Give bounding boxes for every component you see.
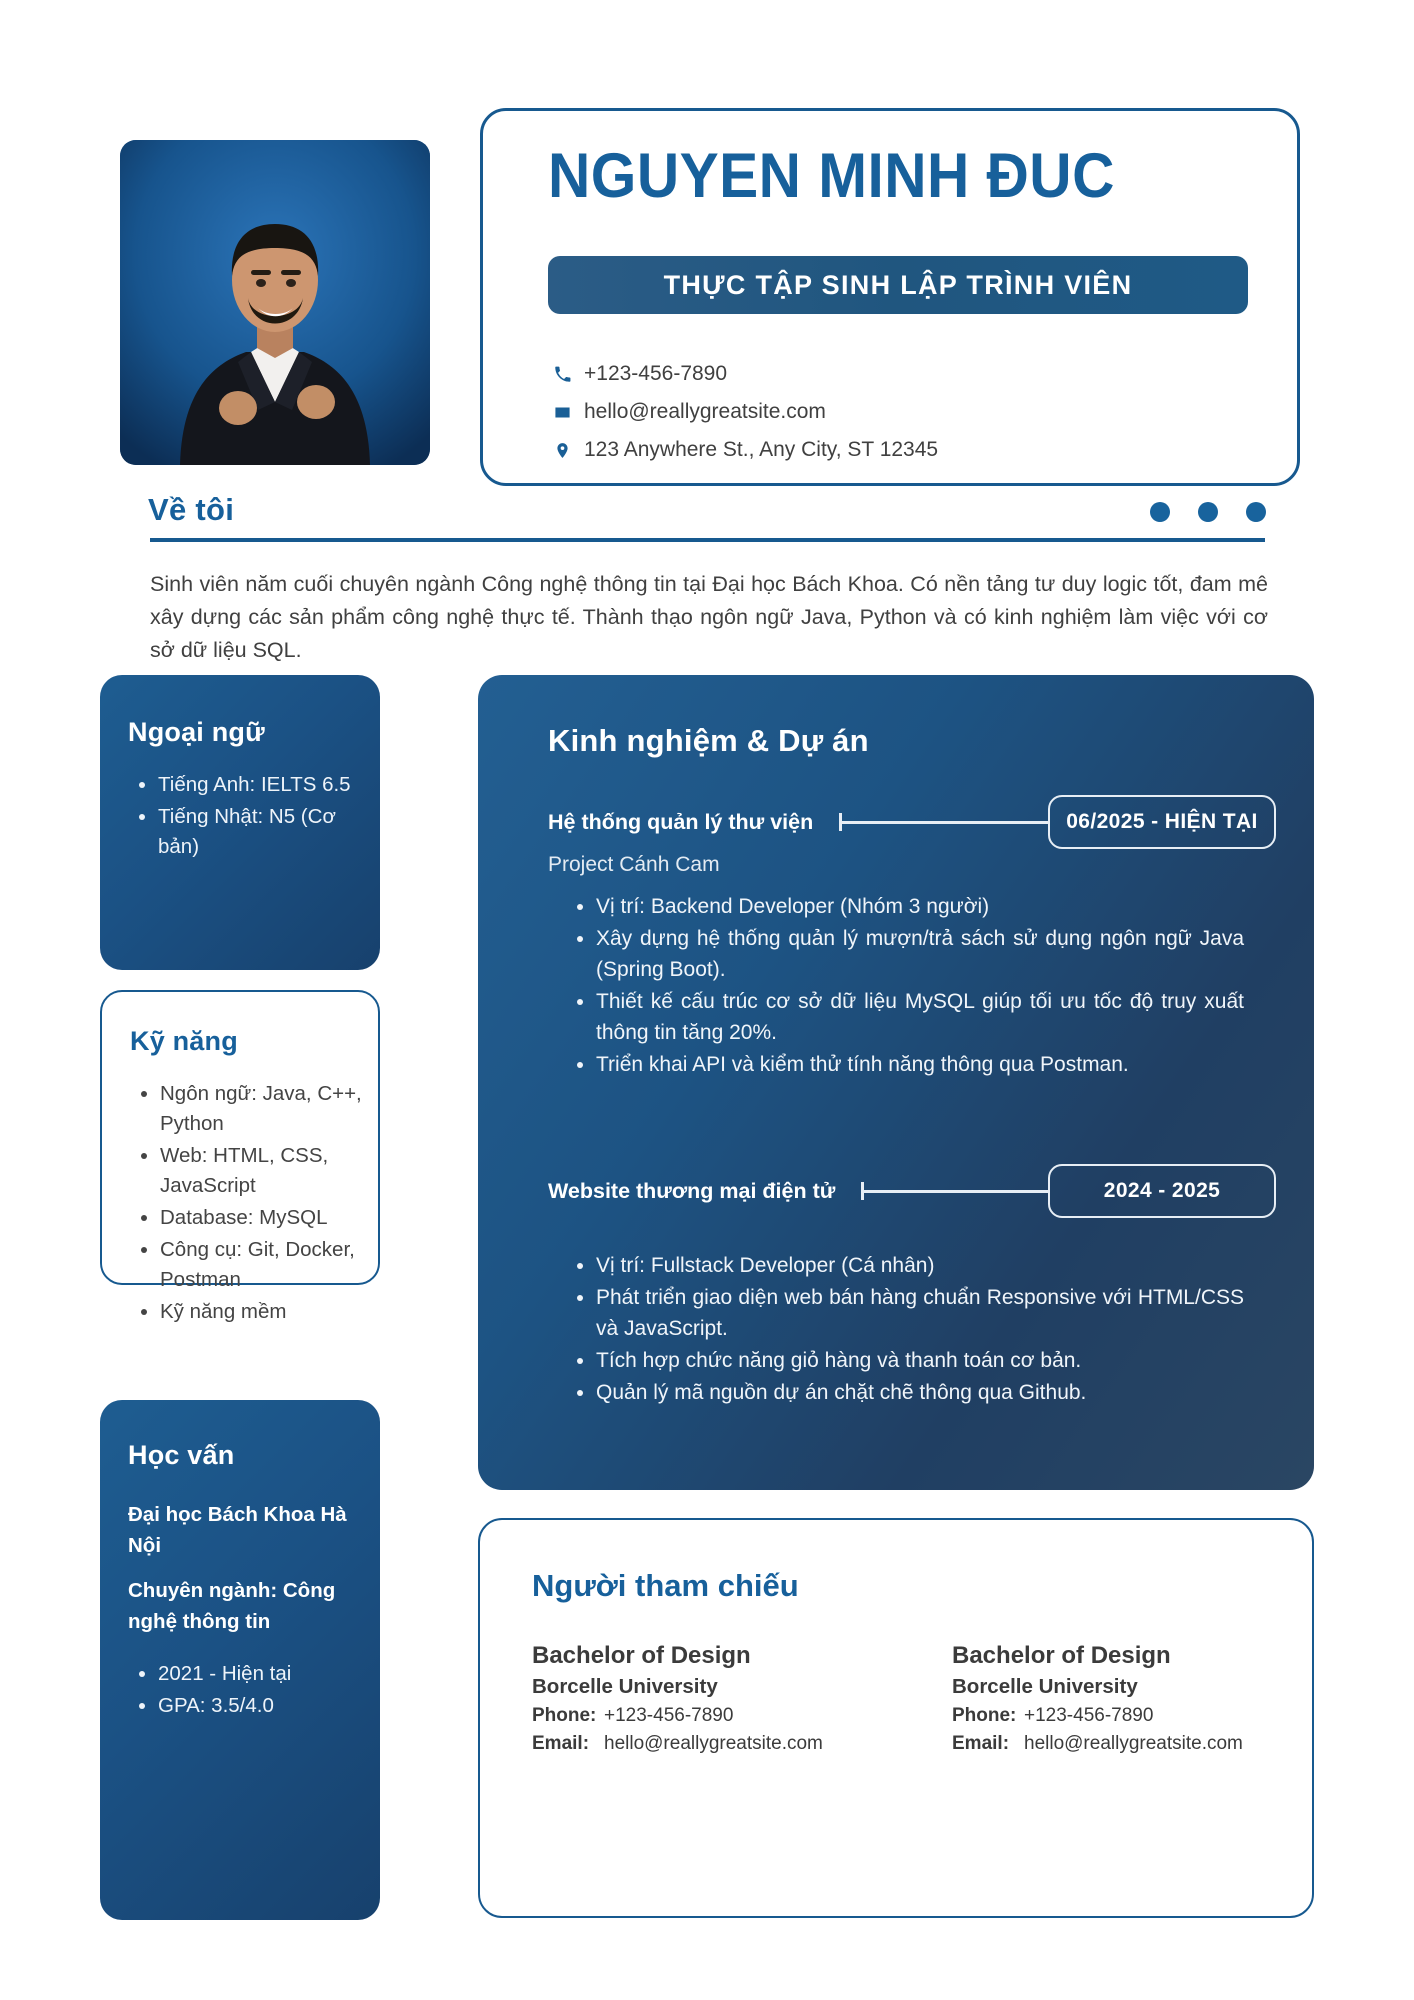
contact-address-text: 123 Anywhere St., Any City, ST 12345 [584,438,939,461]
reference-2-phone [952,1705,1292,1727]
email-label: Email: [952,1733,1010,1754]
contact-email-text: hello@reallygreatsite.com [584,400,826,423]
dot-2 [1198,502,1218,522]
dot-3 [1246,502,1266,522]
list-item: • Thiết kế cấu trúc cơ sở dữ liệu MySQL giúp tối ưu tốc độ truy xuất thông tin tăng 20%. [596,986,1244,1048]
languages-card [100,675,380,970]
experience-item-2-bullets [596,1250,1244,1408]
list-item: • Phát triển giao diện web bán hàng chuẩn Responsive với HTML/CSS và JavaScript. [596,1282,1244,1344]
list-item: • Ngôn ngữ: Java, C++, Python [160,1079,378,1139]
list-item: • Tiếng Nhật: N5 (Cơ bản) [158,802,380,862]
reference-2-phone-value: +123-456-7890 [1024,1705,1154,1726]
education-list [158,1659,380,1721]
skills-heading: Kỹ năng [130,1026,238,1056]
reference-2-email [952,1733,1292,1755]
phone-icon [548,366,576,383]
education-major: Chuyên ngành: Công nghệ thông tin [128,1579,336,1633]
reference-2 [952,1642,1292,1755]
experience-item-1-subtitle: Project Cánh Cam [548,853,720,876]
list-item: • Triển khai API và kiểm thử tính năng thông qua Postman. [596,1049,1244,1080]
job-title-badge: THỰC TẬP SINH LẬP TRÌNH VIÊN [548,256,1248,314]
experience-item-1 [478,795,1314,1080]
reference-1-org: Borcelle University [532,1675,718,1698]
phone-label: Phone: [952,1705,1017,1726]
experience-item-2-date: 2024 - 2025 [1048,1164,1276,1218]
skills-list [160,1079,378,1327]
profile-photo [120,140,430,465]
education-card [100,1400,380,1920]
mail-icon [548,404,576,421]
decorative-dots [1150,502,1266,522]
list-item: • Database: MySQL [160,1203,378,1233]
location-pin-icon [548,442,576,459]
references-card [478,1518,1314,1918]
page-title: NGUYEN MINH ĐUC [548,141,1115,211]
list-item: • 2021 - Hiện tại [158,1659,380,1689]
experience-item-1-bullets [596,891,1244,1080]
contact-phone[interactable] [548,355,938,393]
list-item: • Xây dựng hệ thống quản lý mượn/trả sách sử dụng ngôn ngữ Java (Spring Boot). [596,923,1244,985]
reference-1 [532,1642,872,1755]
reference-1-email-value: hello@reallygreatsite.com [604,1733,823,1754]
list-item: • Tiếng Anh: IELTS 6.5 [158,770,380,800]
dot-1 [1150,502,1170,522]
list-item: • Công cụ: Git, Docker, Postman [160,1235,378,1295]
education-heading: Học vấn [128,1440,235,1470]
references-heading: Người tham chiếu [532,1568,799,1603]
list-item: • Vị trí: Backend Developer (Nhóm 3 người) [596,891,1244,922]
header-section [0,0,1414,500]
experience-item-1-header [548,795,1314,849]
experience-item-2 [478,1164,1314,1408]
list-item: • Kỹ năng mềm [160,1297,378,1327]
experience-item-2-header [548,1164,1314,1218]
list-item: • GPA: 3.5/4.0 [158,1691,380,1721]
languages-list [158,770,380,862]
skills-card [100,990,380,1323]
reference-2-org: Borcelle University [952,1675,1138,1698]
timeline-connector [839,812,1048,832]
references-grid [532,1642,1312,1755]
reference-2-name: Bachelor of Design [952,1642,1171,1669]
about-divider [150,538,1265,542]
about-text: Sinh viên năm cuối chuyên ngành Công nghệ thông tin tại Đại học Bách Khoa. Có nền tảng tư duy logic tốt, đam mê xây dựng các sản phẩm công nghệ thực tế. Thành thạo ngôn ngữ Java, Python và có kinh nghiệm làm việc với cơ sở dữ liệu SQL. [150,572,1268,662]
about-heading: Về tôi [148,492,235,527]
reference-1-phone [532,1705,872,1727]
experience-card [478,675,1314,1490]
contact-list [548,355,938,469]
contact-address[interactable] [548,431,938,469]
reference-1-email [532,1733,872,1755]
experience-item-2-title: Website thương mại điện tử [548,1178,836,1203]
list-item: • Quản lý mã nguồn dự án chặt chẽ thông qua Github. [596,1377,1244,1408]
list-item: • Web: HTML, CSS, JavaScript [160,1141,378,1201]
education-school: Đại học Bách Khoa Hà Nội [128,1503,347,1557]
experience-item-1-date: 06/2025 - HIỆN TẠI [1048,795,1276,849]
timeline-connector [861,1181,1048,1201]
list-item: • Tích hợp chức năng giỏ hàng và thanh toán cơ bản. [596,1345,1244,1376]
experience-heading: Kinh nghiệm & Dự án [548,723,869,758]
reference-1-phone-value: +123-456-7890 [604,1705,734,1726]
experience-item-1-title: Hệ thống quản lý thư viện [548,809,814,834]
email-label: Email: [532,1733,590,1754]
reference-2-email-value: hello@reallygreatsite.com [1024,1733,1243,1754]
contact-email[interactable] [548,393,938,431]
contact-phone-text: +123-456-7890 [584,362,728,385]
reference-1-name: Bachelor of Design [532,1642,751,1669]
phone-label: Phone: [532,1705,597,1726]
languages-heading: Ngoại ngữ [128,717,265,747]
list-item: • Vị trí: Fullstack Developer (Cá nhân) [596,1250,1244,1281]
